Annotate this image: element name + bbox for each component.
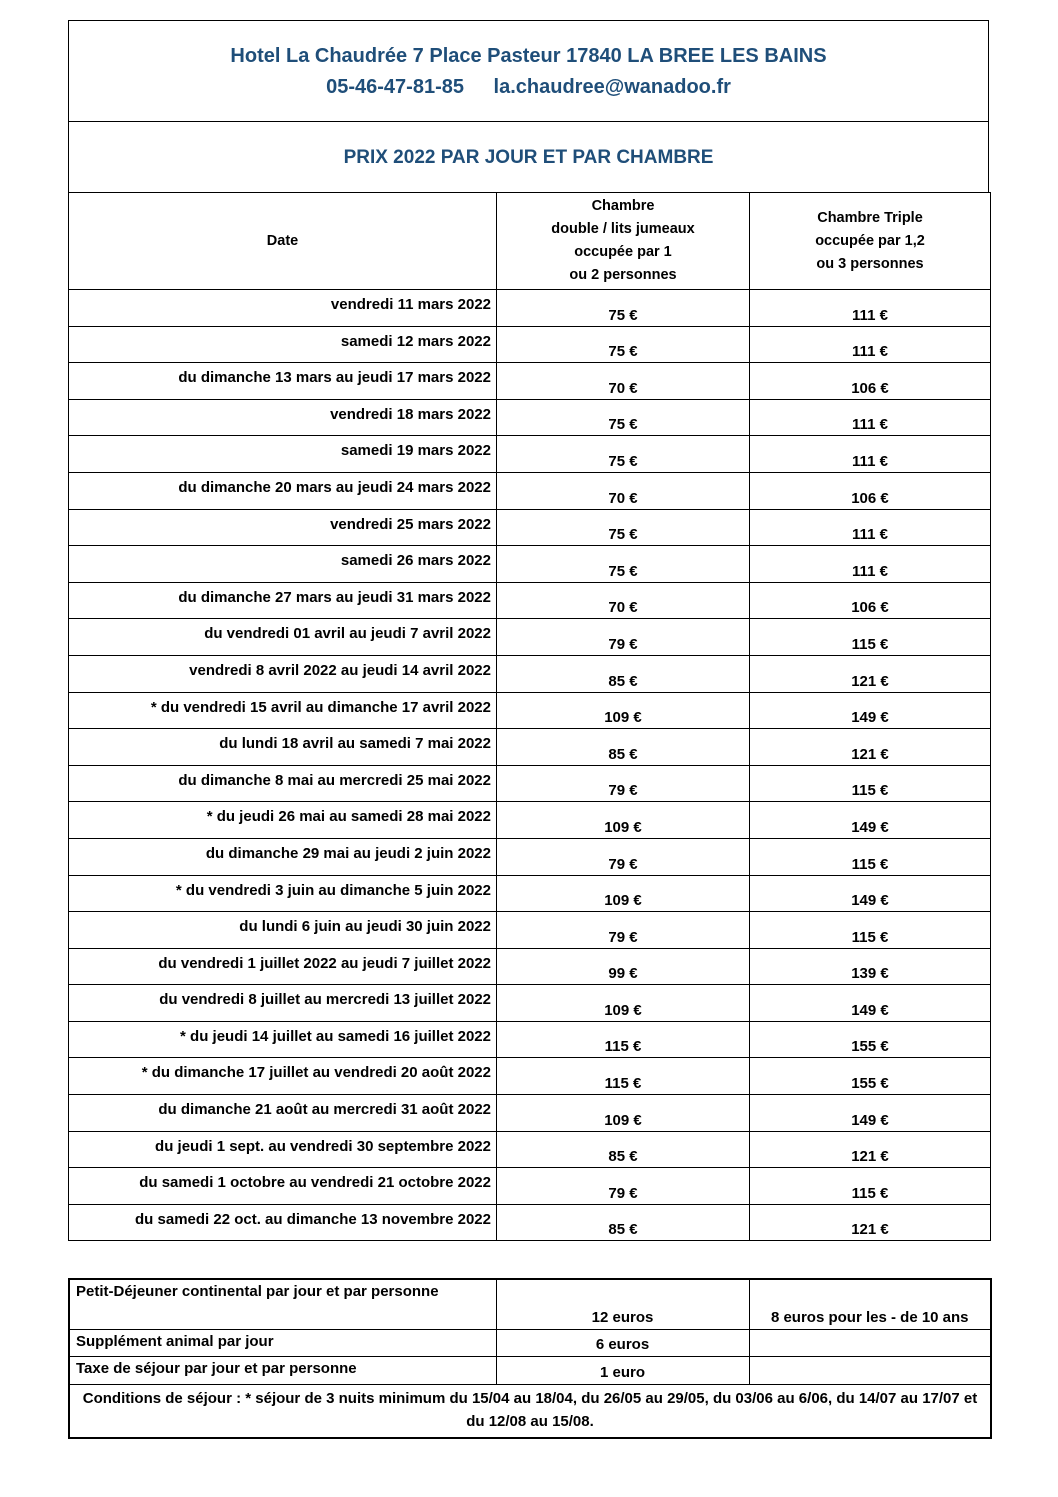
price-row	[69, 802, 991, 839]
hotel-address: Hotel La Chaudrée 7 Place Pasteur 17840 LA BREE LES BAINS	[230, 45, 827, 67]
row-date: du dimanche 29 mai au jeudi 2 juin 2022	[69, 838, 497, 875]
column-header-triple	[750, 193, 991, 290]
row-price-triple: 106 €	[750, 472, 991, 509]
row-date: samedi 12 mars 2022	[69, 326, 497, 363]
price-row	[69, 472, 991, 509]
hotel-phone: 05-46-47-81-85	[326, 76, 464, 98]
row-price-triple: 115 €	[750, 838, 991, 875]
row-price-double: 70 €	[497, 582, 750, 619]
price-row	[69, 363, 991, 400]
price-row	[69, 509, 991, 546]
row-date: vendredi 18 mars 2022	[69, 399, 497, 436]
row-date: * du dimanche 17 juillet au vendredi 20 août 2022	[69, 1058, 497, 1095]
column-header-triple-line: Chambre Triple	[817, 209, 923, 226]
row-price-double: 85 €	[497, 729, 750, 766]
row-price-triple: 121 €	[750, 1131, 991, 1168]
price-row	[69, 1168, 991, 1205]
row-date: vendredi 11 mars 2022	[69, 290, 497, 327]
price-row	[69, 985, 991, 1022]
row-price-double: 70 €	[497, 472, 750, 509]
animal-label: Supplément animal par jour	[69, 1329, 496, 1356]
price-row	[69, 692, 991, 729]
row-price-double: 85 €	[497, 1204, 750, 1241]
row-price-double: 85 €	[497, 655, 750, 692]
conditions-text: Conditions de séjour : * séjour de 3 nuits minimum du 15/04 au 18/04, du 26/05 au 29/05, du 03/06 au 6/06, du 14/07 au 17/07 et du 12/08 au 15/08.	[69, 1384, 991, 1438]
price-row	[69, 655, 991, 692]
row-price-double: 85 €	[497, 1131, 750, 1168]
row-price-double: 75 €	[497, 290, 750, 327]
row-price-double: 109 €	[497, 985, 750, 1022]
row-date: du dimanche 21 août au mercredi 31 août 2022	[69, 1095, 497, 1132]
breakfast-child-note: 8 euros pour les - de 10 ans	[749, 1279, 991, 1329]
row-price-double: 79 €	[497, 1168, 750, 1205]
price-row	[69, 875, 991, 912]
price-row	[69, 912, 991, 949]
price-table	[68, 192, 991, 1241]
row-date: * du vendredi 15 avril au dimanche 17 avril 2022	[69, 692, 497, 729]
price-table-header	[69, 193, 991, 290]
row-date: du jeudi 1 sept. au vendredi 30 septembre 2022	[69, 1131, 497, 1168]
breakfast-price: 12 euros	[496, 1279, 749, 1329]
row-price-triple: 149 €	[750, 692, 991, 729]
row-price-triple: 111 €	[750, 509, 991, 546]
row-date: samedi 19 mars 2022	[69, 436, 497, 473]
row-price-double: 79 €	[497, 619, 750, 656]
row-price-triple: 106 €	[750, 582, 991, 619]
price-row	[69, 838, 991, 875]
animal-empty-cell	[749, 1329, 991, 1356]
row-price-triple: 121 €	[750, 729, 991, 766]
price-row	[69, 1058, 991, 1095]
row-price-triple: 121 €	[750, 1204, 991, 1241]
breakfast-row	[69, 1279, 991, 1329]
row-price-double: 75 €	[497, 326, 750, 363]
row-price-triple: 111 €	[750, 436, 991, 473]
row-price-triple: 149 €	[750, 802, 991, 839]
row-price-double: 70 €	[497, 363, 750, 400]
row-date: * du jeudi 14 juillet au samedi 16 juillet 2022	[69, 1021, 497, 1058]
row-price-double: 79 €	[497, 838, 750, 875]
column-header-double-line: occupée par 1	[574, 244, 672, 260]
row-price-double: 109 €	[497, 802, 750, 839]
tax-label: Taxe de séjour par jour et par personne	[69, 1356, 496, 1384]
row-price-triple: 149 €	[750, 1095, 991, 1132]
tax-price: 1 euro	[496, 1356, 749, 1384]
row-price-double: 79 €	[497, 765, 750, 802]
price-row	[69, 619, 991, 656]
row-price-triple: 121 €	[750, 655, 991, 692]
price-row	[69, 948, 991, 985]
tax-empty-cell	[749, 1356, 991, 1384]
price-row	[69, 582, 991, 619]
price-row	[69, 436, 991, 473]
price-row	[69, 290, 991, 327]
row-price-double: 75 €	[497, 399, 750, 436]
animal-row	[69, 1329, 991, 1356]
column-header-double	[497, 193, 750, 290]
price-row	[69, 546, 991, 583]
price-row	[69, 1204, 991, 1241]
row-price-double: 109 €	[497, 875, 750, 912]
row-price-double: 79 €	[497, 912, 750, 949]
row-price-double: 115 €	[497, 1058, 750, 1095]
row-price-triple: 149 €	[750, 875, 991, 912]
row-price-triple: 155 €	[750, 1021, 991, 1058]
row-price-triple: 155 €	[750, 1058, 991, 1095]
row-date: du dimanche 13 mars au jeudi 17 mars 2022	[69, 363, 497, 400]
row-date: du lundi 6 juin au jeudi 30 juin 2022	[69, 912, 497, 949]
breakfast-label: Petit-Déjeuner continental par jour et par personne	[69, 1279, 496, 1329]
row-price-double: 99 €	[497, 948, 750, 985]
row-date: du lundi 18 avril au samedi 7 mai 2022	[69, 729, 497, 766]
column-header-double-line: Chambre	[591, 198, 655, 214]
row-price-triple: 111 €	[750, 546, 991, 583]
row-price-triple: 115 €	[750, 619, 991, 656]
row-price-double: 75 €	[497, 436, 750, 473]
row-price-double: 75 €	[497, 546, 750, 583]
price-row	[69, 765, 991, 802]
row-date: du vendredi 01 avril au jeudi 7 avril 2022	[69, 619, 497, 656]
price-title: PRIX 2022 PAR JOUR ET PAR CHAMBRE	[68, 121, 989, 193]
column-header-double-line: ou 2 personnes	[569, 267, 677, 283]
row-date: * du jeudi 26 mai au samedi 28 mai 2022	[69, 802, 497, 839]
extras-table	[68, 1278, 992, 1439]
hotel-email: la.chaudree@wanadoo.fr	[493, 76, 731, 98]
row-price-triple: 115 €	[750, 912, 991, 949]
column-header-date: Date	[69, 193, 497, 290]
conditions-row	[69, 1384, 991, 1438]
row-price-triple: 111 €	[750, 290, 991, 327]
tax-row	[69, 1356, 991, 1384]
price-row	[69, 1131, 991, 1168]
row-price-triple: 106 €	[750, 363, 991, 400]
column-header-double-line: double / lits jumeaux	[551, 221, 695, 237]
price-row	[69, 1021, 991, 1058]
price-row	[69, 729, 991, 766]
row-date: du dimanche 8 mai au mercredi 25 mai 2022	[69, 765, 497, 802]
row-date: du dimanche 20 mars au jeudi 24 mars 2022	[69, 472, 497, 509]
price-row	[69, 1095, 991, 1132]
column-header-triple-line: occupée par 1,2	[815, 232, 925, 249]
row-price-triple: 149 €	[750, 985, 991, 1022]
row-price-triple: 115 €	[750, 1168, 991, 1205]
row-date: vendredi 25 mars 2022	[69, 509, 497, 546]
row-price-triple: 115 €	[750, 765, 991, 802]
hotel-contact	[69, 76, 988, 99]
row-price-double: 115 €	[497, 1021, 750, 1058]
price-row	[69, 326, 991, 363]
row-price-double: 109 €	[497, 692, 750, 729]
row-date: * du vendredi 3 juin au dimanche 5 juin 2022	[69, 875, 497, 912]
row-price-double: 75 €	[497, 509, 750, 546]
row-price-triple: 111 €	[750, 326, 991, 363]
row-date: vendredi 8 avril 2022 au jeudi 14 avril 2022	[69, 655, 497, 692]
column-header-triple-line: ou 3 personnes	[816, 255, 924, 272]
row-date: du vendredi 1 juillet 2022 au jeudi 7 juillet 2022	[69, 948, 497, 985]
price-row	[69, 399, 991, 436]
row-date: du samedi 1 octobre au vendredi 21 octobre 2022	[69, 1168, 497, 1205]
row-date: du dimanche 27 mars au jeudi 31 mars 2022	[69, 582, 497, 619]
row-date: du samedi 22 oct. au dimanche 13 novembre 2022	[69, 1204, 497, 1241]
animal-price: 6 euros	[496, 1329, 749, 1356]
row-date: du vendredi 8 juillet au mercredi 13 juillet 2022	[69, 985, 497, 1022]
row-price-triple: 139 €	[750, 948, 991, 985]
row-price-double: 109 €	[497, 1095, 750, 1132]
row-date: samedi 26 mars 2022	[69, 546, 497, 583]
row-price-triple: 111 €	[750, 399, 991, 436]
hotel-header	[68, 20, 989, 121]
